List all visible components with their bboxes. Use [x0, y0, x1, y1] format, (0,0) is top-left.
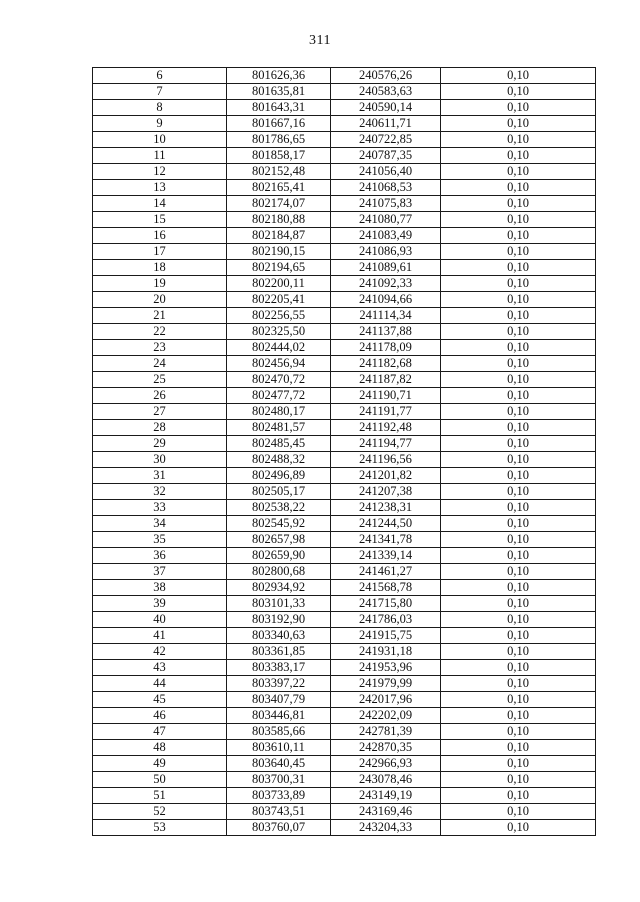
y-coordinate-cell: 241190,71 [331, 388, 441, 404]
point-number-cell: 27 [93, 404, 227, 420]
point-number-cell: 11 [93, 148, 227, 164]
accuracy-cell: 0,10 [441, 628, 596, 644]
table-row [93, 740, 596, 756]
accuracy-cell: 0,10 [441, 132, 596, 148]
table-row [93, 452, 596, 468]
point-number-cell: 10 [93, 132, 227, 148]
x-coordinate-cell: 803192,90 [227, 612, 331, 628]
point-number-cell: 18 [93, 260, 227, 276]
y-coordinate-cell: 241191,77 [331, 404, 441, 420]
point-number-cell: 8 [93, 100, 227, 116]
table-row [93, 692, 596, 708]
point-number-cell: 40 [93, 612, 227, 628]
table-row [93, 228, 596, 244]
x-coordinate-cell: 802200,11 [227, 276, 331, 292]
accuracy-cell: 0,10 [441, 724, 596, 740]
table-row [93, 148, 596, 164]
table-row [93, 260, 596, 276]
table-row [93, 356, 596, 372]
table-row [93, 84, 596, 100]
y-coordinate-cell: 241094,66 [331, 292, 441, 308]
x-coordinate-cell: 803610,11 [227, 740, 331, 756]
accuracy-cell: 0,10 [441, 436, 596, 452]
y-coordinate-cell: 240787,35 [331, 148, 441, 164]
table-row [93, 308, 596, 324]
accuracy-cell: 0,10 [441, 292, 596, 308]
table-row [93, 532, 596, 548]
y-coordinate-cell: 241056,40 [331, 164, 441, 180]
y-coordinate-cell: 242966,93 [331, 756, 441, 772]
x-coordinate-cell: 802538,22 [227, 500, 331, 516]
x-coordinate-cell: 803383,17 [227, 660, 331, 676]
table-row [93, 164, 596, 180]
accuracy-cell: 0,10 [441, 372, 596, 388]
x-coordinate-cell: 802256,55 [227, 308, 331, 324]
accuracy-cell: 0,10 [441, 404, 596, 420]
coordinates-table-body [93, 68, 596, 836]
accuracy-cell: 0,10 [441, 644, 596, 660]
point-number-cell: 51 [93, 788, 227, 804]
x-coordinate-cell: 801858,17 [227, 148, 331, 164]
y-coordinate-cell: 242870,35 [331, 740, 441, 756]
point-number-cell: 46 [93, 708, 227, 724]
table-row [93, 676, 596, 692]
point-number-cell: 39 [93, 596, 227, 612]
table-row [93, 500, 596, 516]
x-coordinate-cell: 802470,72 [227, 372, 331, 388]
point-number-cell: 34 [93, 516, 227, 532]
x-coordinate-cell: 801667,16 [227, 116, 331, 132]
point-number-cell: 24 [93, 356, 227, 372]
accuracy-cell: 0,10 [441, 580, 596, 596]
y-coordinate-cell: 243204,33 [331, 820, 441, 836]
accuracy-cell: 0,10 [441, 260, 596, 276]
point-number-cell: 49 [93, 756, 227, 772]
y-coordinate-cell: 241137,88 [331, 324, 441, 340]
accuracy-cell: 0,10 [441, 676, 596, 692]
point-number-cell: 17 [93, 244, 227, 260]
point-number-cell: 38 [93, 580, 227, 596]
table-row [93, 132, 596, 148]
table-row [93, 68, 596, 84]
accuracy-cell: 0,10 [441, 100, 596, 116]
x-coordinate-cell: 802152,48 [227, 164, 331, 180]
x-coordinate-cell: 802180,88 [227, 212, 331, 228]
point-number-cell: 42 [93, 644, 227, 660]
y-coordinate-cell: 241201,82 [331, 468, 441, 484]
accuracy-cell: 0,10 [441, 180, 596, 196]
y-coordinate-cell: 241114,34 [331, 308, 441, 324]
table-row [93, 468, 596, 484]
accuracy-cell: 0,10 [441, 500, 596, 516]
point-number-cell: 14 [93, 196, 227, 212]
table-row [93, 548, 596, 564]
table-row [93, 292, 596, 308]
point-number-cell: 13 [93, 180, 227, 196]
accuracy-cell: 0,10 [441, 420, 596, 436]
accuracy-cell: 0,10 [441, 164, 596, 180]
point-number-cell: 9 [93, 116, 227, 132]
accuracy-cell: 0,10 [441, 532, 596, 548]
point-number-cell: 26 [93, 388, 227, 404]
point-number-cell: 19 [93, 276, 227, 292]
x-coordinate-cell: 801643,31 [227, 100, 331, 116]
y-coordinate-cell: 241568,78 [331, 580, 441, 596]
page-number: 311 [309, 33, 331, 48]
table-row [93, 772, 596, 788]
accuracy-cell: 0,10 [441, 804, 596, 820]
table-row [93, 516, 596, 532]
table-row [93, 404, 596, 420]
table-row [93, 196, 596, 212]
accuracy-cell: 0,10 [441, 548, 596, 564]
accuracy-cell: 0,10 [441, 68, 596, 84]
point-number-cell: 23 [93, 340, 227, 356]
accuracy-cell: 0,10 [441, 772, 596, 788]
accuracy-cell: 0,10 [441, 308, 596, 324]
accuracy-cell: 0,10 [441, 516, 596, 532]
point-number-cell: 48 [93, 740, 227, 756]
x-coordinate-cell: 802934,92 [227, 580, 331, 596]
x-coordinate-cell: 802488,32 [227, 452, 331, 468]
x-coordinate-cell: 802190,15 [227, 244, 331, 260]
x-coordinate-cell: 802657,98 [227, 532, 331, 548]
point-number-cell: 15 [93, 212, 227, 228]
accuracy-cell: 0,10 [441, 468, 596, 484]
x-coordinate-cell: 803743,51 [227, 804, 331, 820]
point-number-cell: 35 [93, 532, 227, 548]
x-coordinate-cell: 803585,66 [227, 724, 331, 740]
y-coordinate-cell: 242202,09 [331, 708, 441, 724]
accuracy-cell: 0,10 [441, 708, 596, 724]
y-coordinate-cell: 240590,14 [331, 100, 441, 116]
accuracy-cell: 0,10 [441, 484, 596, 500]
x-coordinate-cell: 802485,45 [227, 436, 331, 452]
x-coordinate-cell: 803407,79 [227, 692, 331, 708]
y-coordinate-cell: 241086,93 [331, 244, 441, 260]
accuracy-cell: 0,10 [441, 660, 596, 676]
point-number-cell: 36 [93, 548, 227, 564]
accuracy-cell: 0,10 [441, 596, 596, 612]
y-coordinate-cell: 241089,61 [331, 260, 441, 276]
y-coordinate-cell: 241244,50 [331, 516, 441, 532]
y-coordinate-cell: 241187,82 [331, 372, 441, 388]
point-number-cell: 28 [93, 420, 227, 436]
x-coordinate-cell: 801626,36 [227, 68, 331, 84]
table-row [93, 276, 596, 292]
x-coordinate-cell: 803397,22 [227, 676, 331, 692]
point-number-cell: 32 [93, 484, 227, 500]
accuracy-cell: 0,10 [441, 756, 596, 772]
accuracy-cell: 0,10 [441, 388, 596, 404]
point-number-cell: 45 [93, 692, 227, 708]
coordinates-table [92, 67, 596, 836]
y-coordinate-cell: 241194,77 [331, 436, 441, 452]
table-row [93, 372, 596, 388]
x-coordinate-cell: 802194,65 [227, 260, 331, 276]
y-coordinate-cell: 241953,96 [331, 660, 441, 676]
point-number-cell: 37 [93, 564, 227, 580]
y-coordinate-cell: 241083,49 [331, 228, 441, 244]
y-coordinate-cell: 241715,80 [331, 596, 441, 612]
x-coordinate-cell: 803760,07 [227, 820, 331, 836]
table-row [93, 756, 596, 772]
table-row [93, 708, 596, 724]
y-coordinate-cell: 241092,33 [331, 276, 441, 292]
x-coordinate-cell: 802205,41 [227, 292, 331, 308]
accuracy-cell: 0,10 [441, 324, 596, 340]
y-coordinate-cell: 241068,53 [331, 180, 441, 196]
y-coordinate-cell: 241341,78 [331, 532, 441, 548]
x-coordinate-cell: 803700,31 [227, 772, 331, 788]
x-coordinate-cell: 802184,87 [227, 228, 331, 244]
y-coordinate-cell: 241915,75 [331, 628, 441, 644]
table-row [93, 804, 596, 820]
x-coordinate-cell: 803340,63 [227, 628, 331, 644]
point-number-cell: 50 [93, 772, 227, 788]
x-coordinate-cell: 802165,41 [227, 180, 331, 196]
x-coordinate-cell: 801786,65 [227, 132, 331, 148]
accuracy-cell: 0,10 [441, 244, 596, 260]
y-coordinate-cell: 241979,99 [331, 676, 441, 692]
y-coordinate-cell: 240722,85 [331, 132, 441, 148]
point-number-cell: 43 [93, 660, 227, 676]
x-coordinate-cell: 802480,17 [227, 404, 331, 420]
accuracy-cell: 0,10 [441, 148, 596, 164]
accuracy-cell: 0,10 [441, 84, 596, 100]
y-coordinate-cell: 242781,39 [331, 724, 441, 740]
x-coordinate-cell: 802456,94 [227, 356, 331, 372]
x-coordinate-cell: 803101,33 [227, 596, 331, 612]
table-row [93, 788, 596, 804]
y-coordinate-cell: 241207,38 [331, 484, 441, 500]
point-number-cell: 30 [93, 452, 227, 468]
x-coordinate-cell: 802444,02 [227, 340, 331, 356]
y-coordinate-cell: 241931,18 [331, 644, 441, 660]
accuracy-cell: 0,10 [441, 276, 596, 292]
x-coordinate-cell: 802325,50 [227, 324, 331, 340]
accuracy-cell: 0,10 [441, 196, 596, 212]
table-row [93, 180, 596, 196]
point-number-cell: 12 [93, 164, 227, 180]
point-number-cell: 33 [93, 500, 227, 516]
point-number-cell: 31 [93, 468, 227, 484]
point-number-cell: 44 [93, 676, 227, 692]
accuracy-cell: 0,10 [441, 612, 596, 628]
accuracy-cell: 0,10 [441, 452, 596, 468]
x-coordinate-cell: 802481,57 [227, 420, 331, 436]
table-row [93, 644, 596, 660]
y-coordinate-cell: 241075,83 [331, 196, 441, 212]
point-number-cell: 25 [93, 372, 227, 388]
point-number-cell: 41 [93, 628, 227, 644]
y-coordinate-cell: 241461,27 [331, 564, 441, 580]
table-row [93, 820, 596, 836]
table-row [93, 436, 596, 452]
x-coordinate-cell: 802174,07 [227, 196, 331, 212]
x-coordinate-cell: 802505,17 [227, 484, 331, 500]
table-row [93, 724, 596, 740]
accuracy-cell: 0,10 [441, 820, 596, 836]
x-coordinate-cell: 802545,92 [227, 516, 331, 532]
table-row [93, 580, 596, 596]
table-row [93, 660, 596, 676]
x-coordinate-cell: 803733,89 [227, 788, 331, 804]
y-coordinate-cell: 243078,46 [331, 772, 441, 788]
point-number-cell: 6 [93, 68, 227, 84]
point-number-cell: 29 [93, 436, 227, 452]
x-coordinate-cell: 802477,72 [227, 388, 331, 404]
x-coordinate-cell: 803446,81 [227, 708, 331, 724]
table-row [93, 564, 596, 580]
point-number-cell: 47 [93, 724, 227, 740]
x-coordinate-cell: 802496,89 [227, 468, 331, 484]
accuracy-cell: 0,10 [441, 116, 596, 132]
y-coordinate-cell: 240576,26 [331, 68, 441, 84]
y-coordinate-cell: 241178,09 [331, 340, 441, 356]
x-coordinate-cell: 802800,68 [227, 564, 331, 580]
y-coordinate-cell: 242017,96 [331, 692, 441, 708]
point-number-cell: 21 [93, 308, 227, 324]
table-row [93, 212, 596, 228]
accuracy-cell: 0,10 [441, 564, 596, 580]
y-coordinate-cell: 241080,77 [331, 212, 441, 228]
y-coordinate-cell: 241182,68 [331, 356, 441, 372]
y-coordinate-cell: 243169,46 [331, 804, 441, 820]
table-row [93, 484, 596, 500]
x-coordinate-cell: 801635,81 [227, 84, 331, 100]
y-coordinate-cell: 241238,31 [331, 500, 441, 516]
table-row [93, 100, 596, 116]
table-row [93, 420, 596, 436]
y-coordinate-cell: 240583,63 [331, 84, 441, 100]
accuracy-cell: 0,10 [441, 212, 596, 228]
point-number-cell: 52 [93, 804, 227, 820]
table-row [93, 628, 596, 644]
x-coordinate-cell: 803640,45 [227, 756, 331, 772]
y-coordinate-cell: 241786,03 [331, 612, 441, 628]
table-row [93, 388, 596, 404]
point-number-cell: 7 [93, 84, 227, 100]
point-number-cell: 16 [93, 228, 227, 244]
x-coordinate-cell: 803361,85 [227, 644, 331, 660]
accuracy-cell: 0,10 [441, 228, 596, 244]
table-row [93, 324, 596, 340]
accuracy-cell: 0,10 [441, 788, 596, 804]
accuracy-cell: 0,10 [441, 340, 596, 356]
accuracy-cell: 0,10 [441, 740, 596, 756]
table-row [93, 596, 596, 612]
point-number-cell: 53 [93, 820, 227, 836]
table-row [93, 116, 596, 132]
y-coordinate-cell: 240611,71 [331, 116, 441, 132]
table-row [93, 244, 596, 260]
y-coordinate-cell: 241196,56 [331, 452, 441, 468]
y-coordinate-cell: 241192,48 [331, 420, 441, 436]
accuracy-cell: 0,10 [441, 692, 596, 708]
table-row [93, 612, 596, 628]
accuracy-cell: 0,10 [441, 356, 596, 372]
table-row [93, 340, 596, 356]
point-number-cell: 22 [93, 324, 227, 340]
y-coordinate-cell: 241339,14 [331, 548, 441, 564]
y-coordinate-cell: 243149,19 [331, 788, 441, 804]
point-number-cell: 20 [93, 292, 227, 308]
x-coordinate-cell: 802659,90 [227, 548, 331, 564]
